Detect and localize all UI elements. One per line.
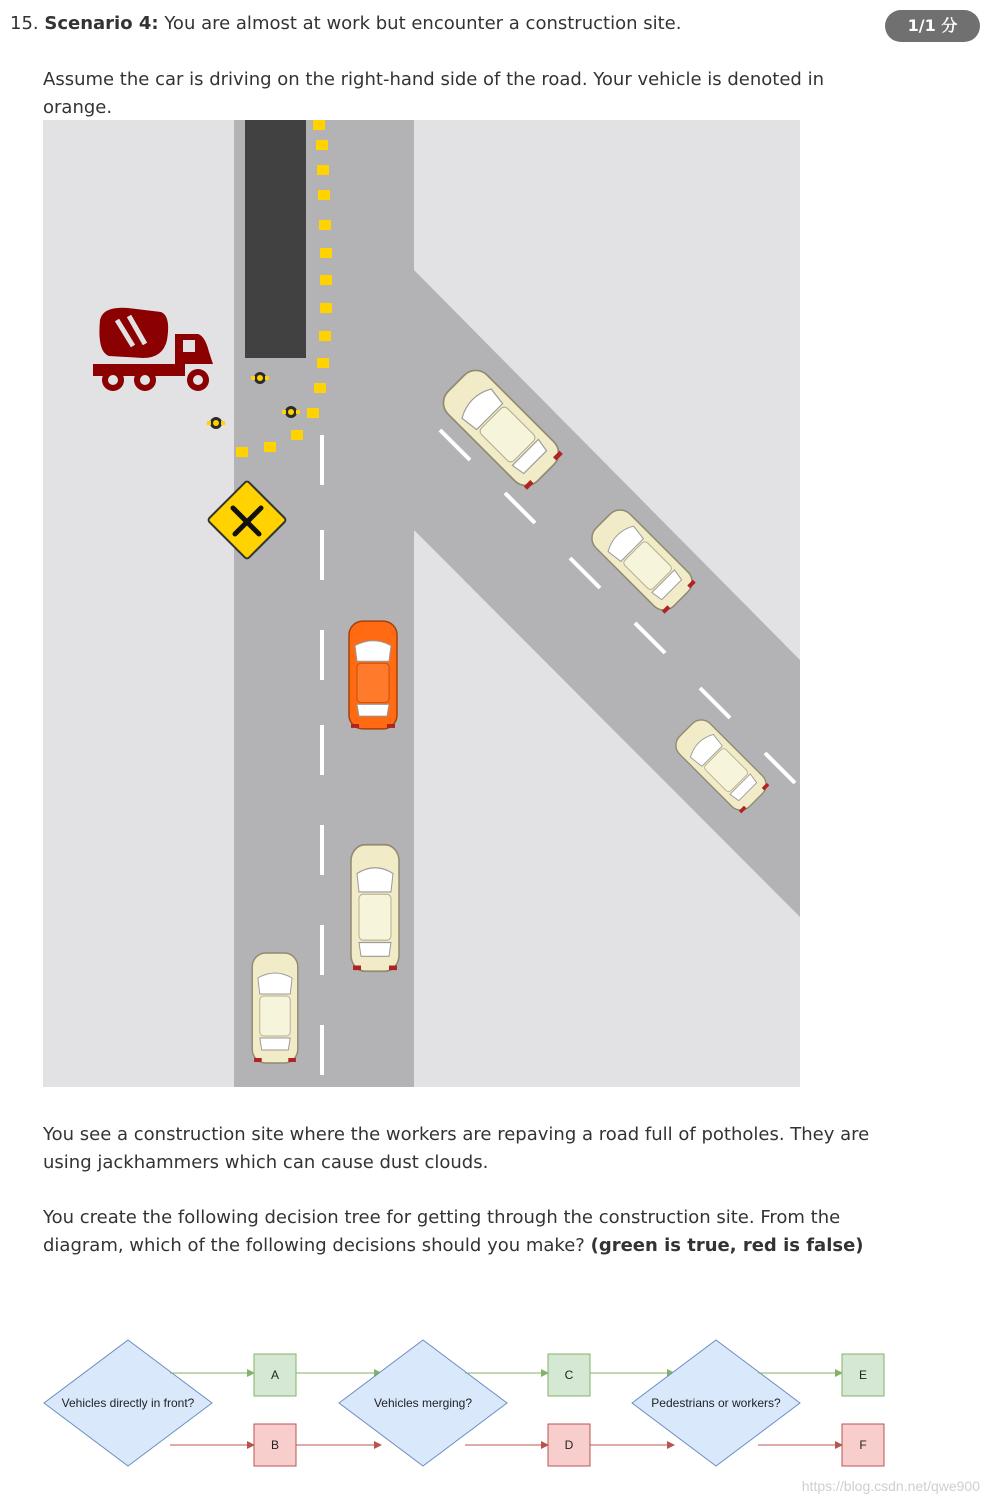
question-title: You are almost at work but encounter a construction site. [164,13,682,34]
instruction-bold: (green is true, red is false) [590,1235,864,1256]
true-outcome-label: E [858,1368,868,1382]
decision-node-label: Vehicles directly in front? [61,1396,195,1410]
decision-node-label: Pedestrians or workers? [651,1396,781,1410]
question-number: 15. [10,13,39,34]
decision-node-label: Vehicles merging? [373,1396,473,1410]
ego-car-orange [349,621,397,729]
watermark: https://blog.csdn.net/qwe900 [801,1478,980,1494]
scenario-label: Scenario 4: [44,13,159,34]
other-car-behind-2 [252,953,298,1063]
description-text: You see a construction site where the workers are repaving a road full of potholes. They are using jackhammers which can cause dust clouds. [43,1124,870,1173]
score-badge: 1/1 分 [885,10,980,42]
true-outcome-label: A [270,1368,280,1382]
instruction-text [43,1204,893,1260]
intro-text: Assume the car is driving on the right-hand side of the road. Your vehicle is denoted in orange. [43,69,824,118]
true-outcome-label: C [564,1368,574,1382]
construction-scene-illustration [43,120,800,1087]
instruction-plain: You create the following decision tree for getting through the construction site. From the diagram, which of the following decisions should you make? [43,1207,841,1256]
false-outcome-label: D [564,1438,574,1452]
question-header [10,12,681,36]
other-car-behind-1 [351,845,399,972]
false-outcome-label: F [859,1438,867,1452]
false-outcome-label: B [270,1438,280,1452]
decision-tree-diagram [40,1335,900,1475]
